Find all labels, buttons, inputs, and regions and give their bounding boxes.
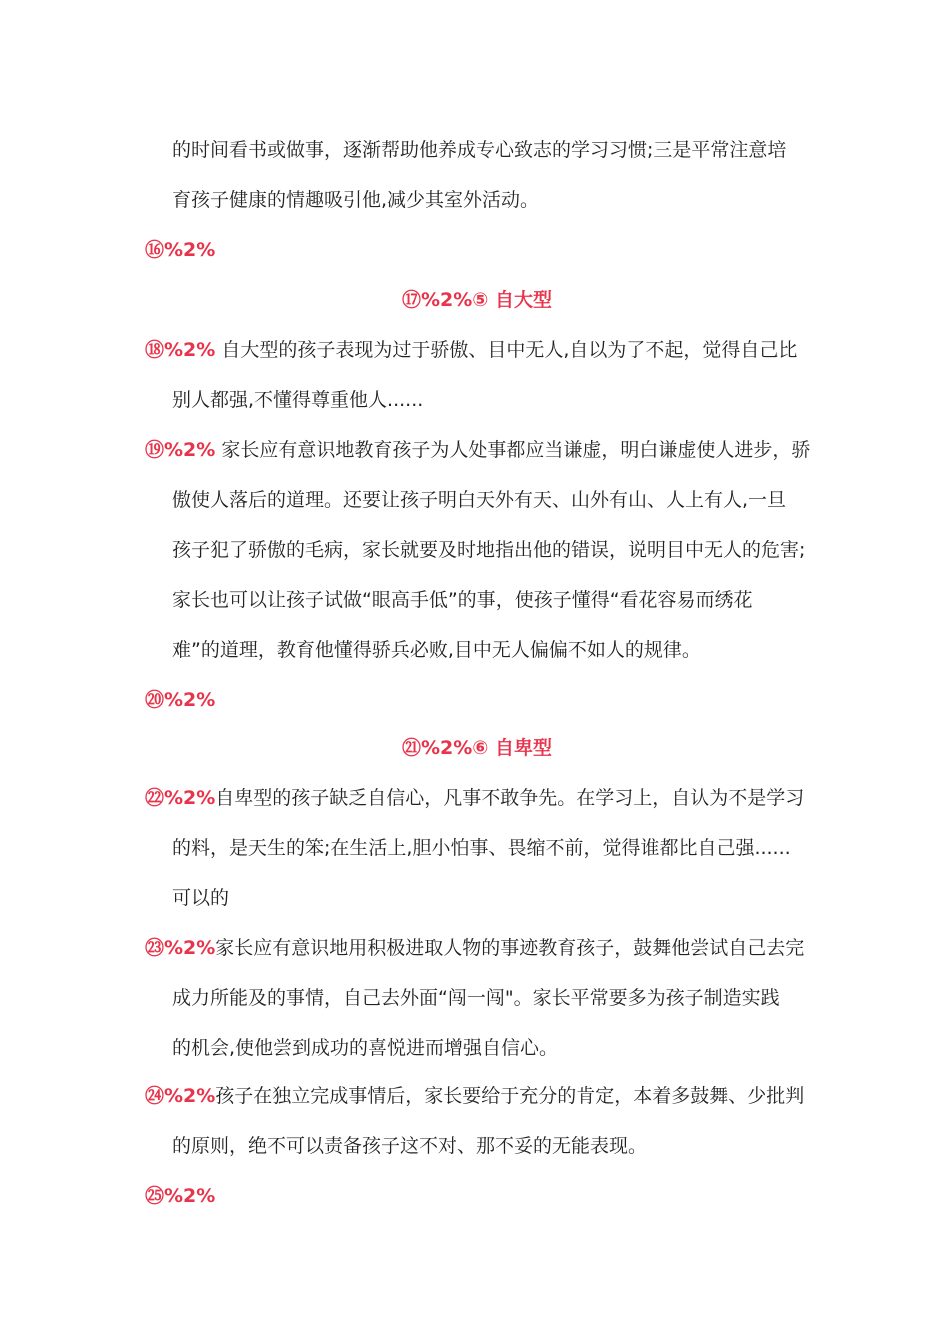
line-marker: ㉒%2% — [145, 787, 216, 809]
line-marker: ㉔%2% — [145, 1085, 216, 1107]
line-text: 孩子在独立完成事情后，家长要给于充分的肯定，本着多鼓舞、少批判 — [215, 1085, 805, 1107]
empty-numbered-line — [145, 1183, 215, 1209]
empty-numbered-line — [145, 237, 215, 263]
line-text: 傲使人落后的道理。还要让孩子明白天外有天、山外有山、人上有人,一旦 — [172, 489, 787, 511]
line-text: 家长应有意识地用积极进取人物的事迹教育孩子，鼓舞他尝试自己去完 — [215, 937, 805, 959]
line-text: 可以的 — [172, 887, 230, 909]
line-text: 的料，是天生的笨;在生活上,胆小怕事、畏缩不前，觉得谁都比自己强...... — [172, 837, 791, 859]
line-marker: ㉕%2% — [145, 1185, 216, 1207]
line-marker: ⑲%2% — [145, 439, 216, 461]
line-marker: ⑳%2% — [145, 689, 216, 711]
paragraph-line — [172, 637, 701, 663]
paragraph-line — [172, 835, 791, 861]
section-title: 自卑型 — [495, 737, 553, 759]
line-marker: ㉓%2% — [145, 937, 216, 959]
paragraph-line — [145, 337, 797, 363]
paragraph-line — [145, 437, 810, 463]
paragraph-line — [172, 1035, 558, 1061]
paragraph-line — [172, 187, 539, 213]
line-text: 家长应有意识地教育孩子为人处事都应当谦虚，明白谦虚使人进步，骄 — [221, 439, 811, 461]
line-text: 育孩子健康的情趣吸引他,减少其室外活动。 — [172, 189, 540, 211]
line-text: 自卑型的孩子缺乏自信心，凡事不敢争先。在学习上，自认为不是学习 — [215, 787, 805, 809]
paragraph-line — [172, 487, 786, 513]
line-text: 成力所能及的事情，自己去外面“闯一闯"。家长平常要多为孩子制造实践 — [172, 987, 780, 1009]
line-marker: ㉑%2% — [402, 737, 473, 759]
line-text: 的原则，绝不可以责备孩子这不对、那不妥的无能表现。 — [172, 1135, 648, 1157]
line-marker: ⑯%2% — [145, 239, 216, 261]
line-text: 孩子犯了骄傲的毛病，家长就要及时地指出他的错误，说明目中无人的危害; — [172, 539, 806, 561]
empty-numbered-line — [145, 687, 215, 713]
section-heading — [402, 287, 552, 313]
paragraph-line — [172, 1133, 647, 1159]
section-number: ⑤ — [472, 289, 489, 311]
paragraph-line — [145, 785, 804, 811]
section-title: 自大型 — [495, 289, 553, 311]
paragraph-line — [172, 885, 229, 911]
line-marker: ⑱%2% — [145, 339, 216, 361]
line-marker: ⑰%2% — [402, 289, 473, 311]
paragraph-line — [145, 935, 804, 961]
paragraph-line — [172, 587, 753, 613]
paragraph-line — [172, 137, 786, 163]
paragraph-line — [172, 537, 805, 563]
line-text: 难”的道理，教育他懂得骄兵必败,目中无人偏偏不如人的规律。 — [172, 639, 701, 661]
paragraph-line — [145, 1083, 804, 1109]
paragraph-line — [172, 985, 780, 1011]
line-text: 自大型的孩子表现为过于骄傲、目中无人,自以为了不起，觉得自己比 — [221, 339, 798, 361]
section-number: ⑥ — [472, 737, 489, 759]
line-text: 的时间看书或做事，逐渐帮助他养成专心致志的学习习惯;三是平常注意培 — [172, 139, 787, 161]
line-text: 别人都强,不懂得尊重他人...... — [172, 389, 424, 411]
line-text: 家长也可以让孩子试做“眼高手低”的事，使孩子懂得“看花容易而绣花 — [172, 589, 753, 611]
line-text: 的机会,使他尝到成功的喜悦进而增强自信心。 — [172, 1037, 559, 1059]
section-heading — [402, 735, 552, 761]
paragraph-line — [172, 387, 423, 413]
